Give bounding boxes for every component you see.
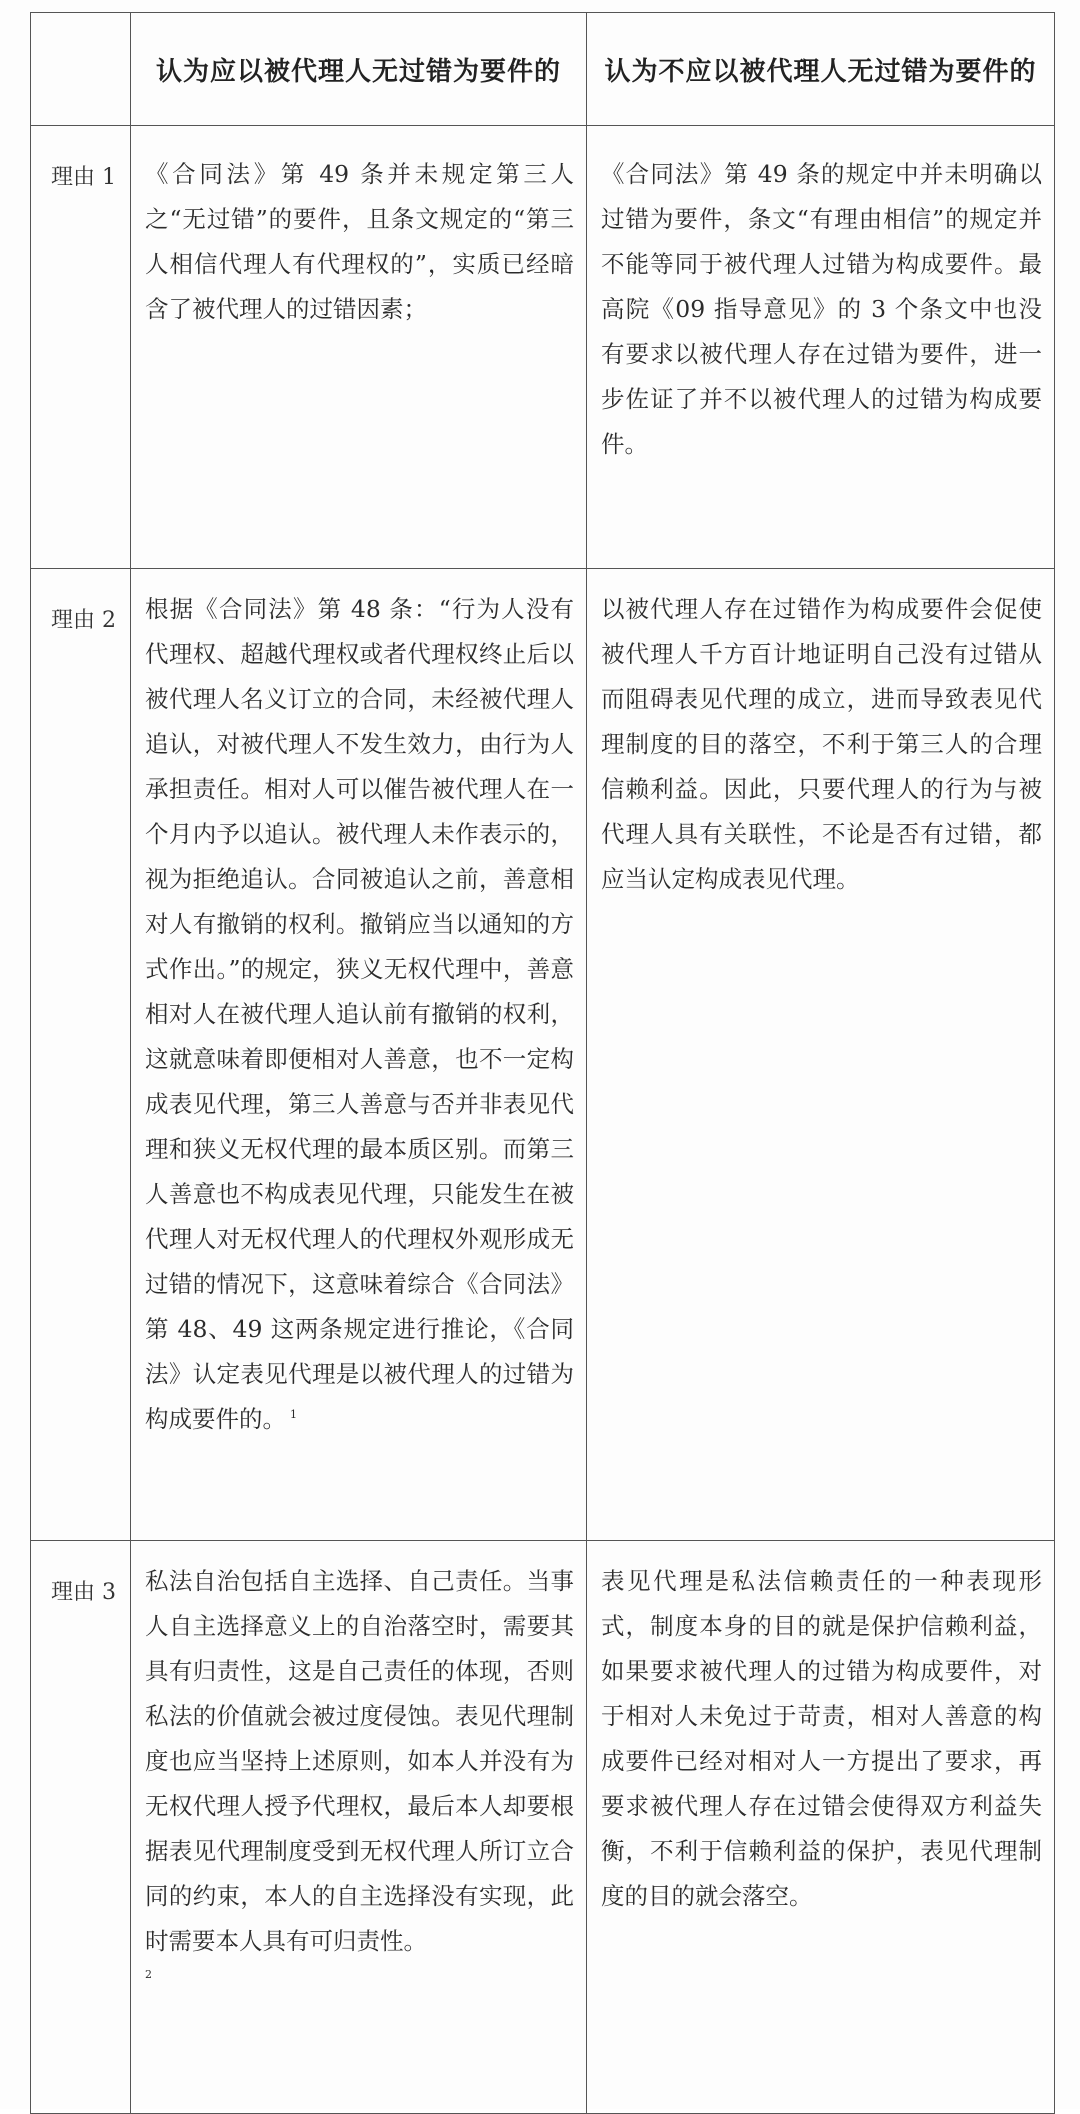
table-row bbox=[31, 126, 1055, 569]
con-reason-cell: 以被代理人存在过错作为构成要件会促使被代理人千方百计地证明自己没有过错从而阻碍表见代理的成立，进而导致表见代理制度的目的落空，不利于第三人的合理信赖利益。因此，只要代理人的行为与被代理人具有关联性，不论是否有过错，都应当认定构成表见代理。 bbox=[587, 569, 1055, 1606]
header-pro-column: 认为应以被代理人无过错为要件的 bbox=[131, 13, 587, 126]
table-row bbox=[31, 569, 1055, 1606]
pro-reason-text: 根据《合同法》第 48 条：“行为人没有代理权、超越代理权或者代理权终止后以被代理人名义订立的合同，未经被代理人追认，对被代理人不发生效力，由行为人承担责任。相对人可以催告被代理人在一个月内予以追认。被代理人未作表示的，视为拒绝追认。合同被追认之前，善意相对人有撤销的权利。撤销应当以通知的方式作出。”的规定，狭义无权代理中，善意相对人在被代理人追认前有撤销的权利，这就意味着即便相对人善意，也不一定构成表见代理，第三人善意与否并非表见代理和狭义无权代理的最本质区别。而第三人善意也不构成表见代理，只能发生在被代理人对无权代理人的代理权外观形成无过错的情况下，这意味着综合《合同法》第 48、49 这两条规定进行推论，《合同法》认定表见代理是以被代理人的过错为构成要件的。 bbox=[145, 595, 574, 1433]
pro-reason-text: 私法自治包括自主选择、自己责任。当事人自主选择意义上的自治落空时，需要其具有归责性，这是自己责任的体现，否则私法的价值就会被过度侵蚀。表见代理制度也应当坚持上述原则，如本人并没有为无权代理人授予代理权，最后本人却要根据表见代理制度受到无权代理人所订立合同的约束，本人的自主选择没有实现，此时需要本人具有可归责性。 bbox=[145, 1567, 574, 1955]
con-reason-cell: 表见代理是私法信赖责任的一种表现形式，制度本身的目的就是保护信赖利益，如果要求被代理人的过错为构成要件，对于相对人未免过于苛责，相对人善意的构成要件已经对相对人一方提出了要求，再要求被代理人存在过错会使得双方利益失衡，不利于信赖利益的保护，表见代理制度的目的就会落空。 bbox=[587, 1541, 1055, 2114]
header-blank-cell bbox=[31, 13, 131, 126]
row-label: 理由 3 bbox=[31, 1541, 131, 2114]
header-con-column: 认为不应以被代理人无过错为要件的 bbox=[587, 13, 1055, 126]
con-reason-cell: 《合同法》第 49 条的规定中并未明确以过错为要件，条文“有理由相信”的规定并不能等同于被代理人过错为构成要件。最高院《09 指导意见》的 3 个条文中也没有要求以被代理人存在过错为要件，进一步佐证了并不以被代理人的过错为构成要件。 bbox=[587, 126, 1055, 569]
table-header-row bbox=[31, 13, 1055, 126]
footnote-marker: 1 bbox=[290, 1408, 297, 1422]
pro-reason-cell: 《合同法》第 49 条并未规定第三人之“无过错”的要件，且条文规定的“第三人相信代理人有代理权的”，实质已经暗含了被代理人的过错因素； bbox=[131, 126, 587, 569]
footnote-marker: 2 bbox=[145, 1968, 152, 1981]
table-row bbox=[31, 1541, 1055, 2114]
pro-reason-cell bbox=[131, 1541, 587, 2114]
comparison-table-continued bbox=[30, 1540, 1055, 2114]
row-label: 理由 2 bbox=[31, 569, 131, 1606]
comparison-table bbox=[30, 12, 1055, 1605]
pro-reason-cell bbox=[131, 569, 587, 1606]
row-label: 理由 1 bbox=[31, 126, 131, 569]
